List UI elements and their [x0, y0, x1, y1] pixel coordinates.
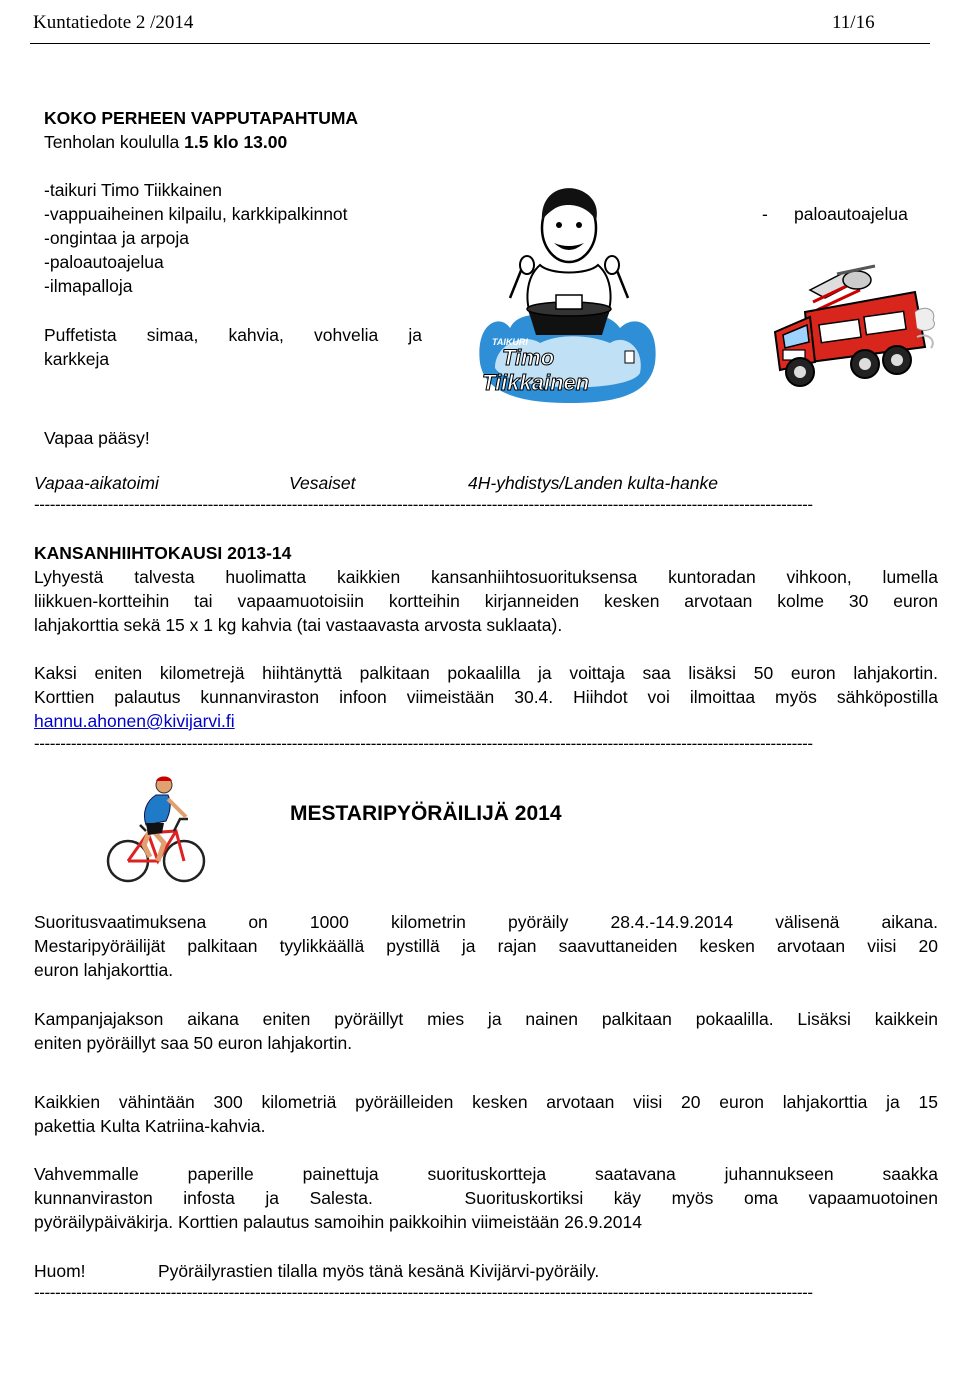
- vappu-item: -vappuaiheinen kilpailu, karkkipalkinnot: [44, 204, 348, 224]
- free-entry: Vapaa pääsy!: [44, 428, 150, 448]
- vappu-item: -paloautoajelua: [44, 252, 164, 272]
- bike-text-line: euron lahjakorttia.: [34, 960, 174, 980]
- header-rule: [30, 43, 930, 44]
- vappu-date: 1.5 klo 13.00: [184, 132, 288, 152]
- bike-text-line: Vahvemmalle paperille painettuja suorituskortteja saatavana juhannukseen saakka: [34, 1164, 938, 1184]
- organizer: Vapaa-aikatoimi: [34, 473, 159, 493]
- note-text: Pyöräilyrastien tilalla myös tänä kesänä Kivijärvi-pyöräily.: [158, 1261, 600, 1281]
- organizer: Vesaiset: [289, 473, 356, 493]
- magician-illustration: [470, 183, 665, 408]
- vappu-item: -ilmapalloja: [44, 276, 133, 296]
- organizer: 4H-yhdistys/Landen kulta-hanke: [468, 473, 719, 493]
- bike-title: MESTARIPYÖRÄILIJÄ 2014: [290, 802, 562, 825]
- side-note-dash: -: [762, 204, 768, 224]
- puffet-line: karkkeja: [44, 349, 110, 369]
- bike-text-line: Kampanjajakson aikana eniten pyöräillyt mies ja nainen palkitaan pokaalilla. Lisäksi kaikkein: [34, 1009, 938, 1029]
- vappu-item: -ongintaa ja arpoja: [44, 228, 189, 248]
- bike-text-line: eniten pyöräillyt saa 50 euron lahjakortin.: [34, 1033, 353, 1053]
- side-note: paloautoajelua: [794, 204, 908, 224]
- page-number: 11/16: [832, 12, 875, 33]
- separator: ----------------------------------------------------------------------------------------------------------------------------------------------------: [34, 735, 813, 753]
- bike-text-line: Kaikkien vähintään 300 kilometriä pyöräilleiden kesken arvotaan viisi 20 euron lahjakorttia ja 15: [34, 1092, 938, 1112]
- puffet-line: Puffetista simaa, kahvia, vohvelia ja: [44, 325, 422, 345]
- vappu-item: -taikuri Timo Tiikkainen: [44, 180, 222, 200]
- ski-text-line: Lyhyestä talvesta huolimatta kaikkien kansanhiihtosuorituksensa kuntoradan vihkoon, lumella: [34, 567, 938, 587]
- fire-truck-illustration: [765, 262, 940, 397]
- bike-text-line: Suoritusvaatimuksena on 1000 kilometrin pyöräily 28.4.-14.9.2014 välisenä aikana.: [34, 912, 938, 932]
- bike-text-line: pyöräilypäiväkirja. Korttien palautus samoihin paikkoihin viimeistään 26.9.2014: [34, 1212, 642, 1232]
- separator: ----------------------------------------------------------------------------------------------------------------------------------------------------: [34, 1284, 813, 1302]
- bike-text-line: pakettia Kulta Katriina-kahvia.: [34, 1116, 266, 1136]
- note-label: Huom!: [34, 1261, 86, 1281]
- ski-text-line: liikkuen-kortteihin tai vapaamuotoisiin kortteihin kirjanneiden kesken arvotaan kolme 30 euron: [34, 591, 938, 611]
- vappu-title: KOKO PERHEEN VAPPUTAPAHTUMA: [44, 108, 359, 128]
- bike-text-line: Mestaripyöräilijät palkitaan tyylikkäällä pystillä ja rajan saavuttaneiden kesken arvotaan viisi 20: [34, 936, 938, 956]
- vappu-subtitle: Tenholan koululla 1.5 klo 13.00: [44, 132, 288, 152]
- logo-name1: Timo: [502, 345, 555, 370]
- ski-title: KANSANHIIHTOKAUSI 2013-14: [34, 543, 292, 563]
- logo-name2: Tiikkainen: [482, 370, 590, 395]
- bike-text-line: kunnanviraston infosta ja Salesta. Suorituskortiksi käy myös oma vapaamuotoinen: [34, 1188, 938, 1208]
- email-link[interactable]: hannu.ahonen@kivijarvi.fi: [34, 711, 235, 731]
- ski-text-line: lahjakorttia sekä 15 x 1 kg kahvia (tai vastaavasta arvosta suklaata).: [34, 615, 563, 635]
- header-left: Kuntatiedote 2 /2014: [33, 12, 194, 33]
- cyclist-illustration: [106, 773, 206, 888]
- logo-top: TAIKURI: [492, 337, 528, 347]
- ski-text-line: Korttien palautus kunnanviraston infoon viimeistään 30.4. Hiihdot voi ilmoittaa myös sähköpostilla: [34, 687, 938, 707]
- separator: ----------------------------------------------------------------------------------------------------------------------------------------------------: [34, 496, 813, 514]
- ski-text-line: Kaksi eniten kilometrejä hiihtänyttä palkitaan pokaalilla ja voittaja saa lisäksi 50 euron lahjakortin.: [34, 663, 938, 683]
